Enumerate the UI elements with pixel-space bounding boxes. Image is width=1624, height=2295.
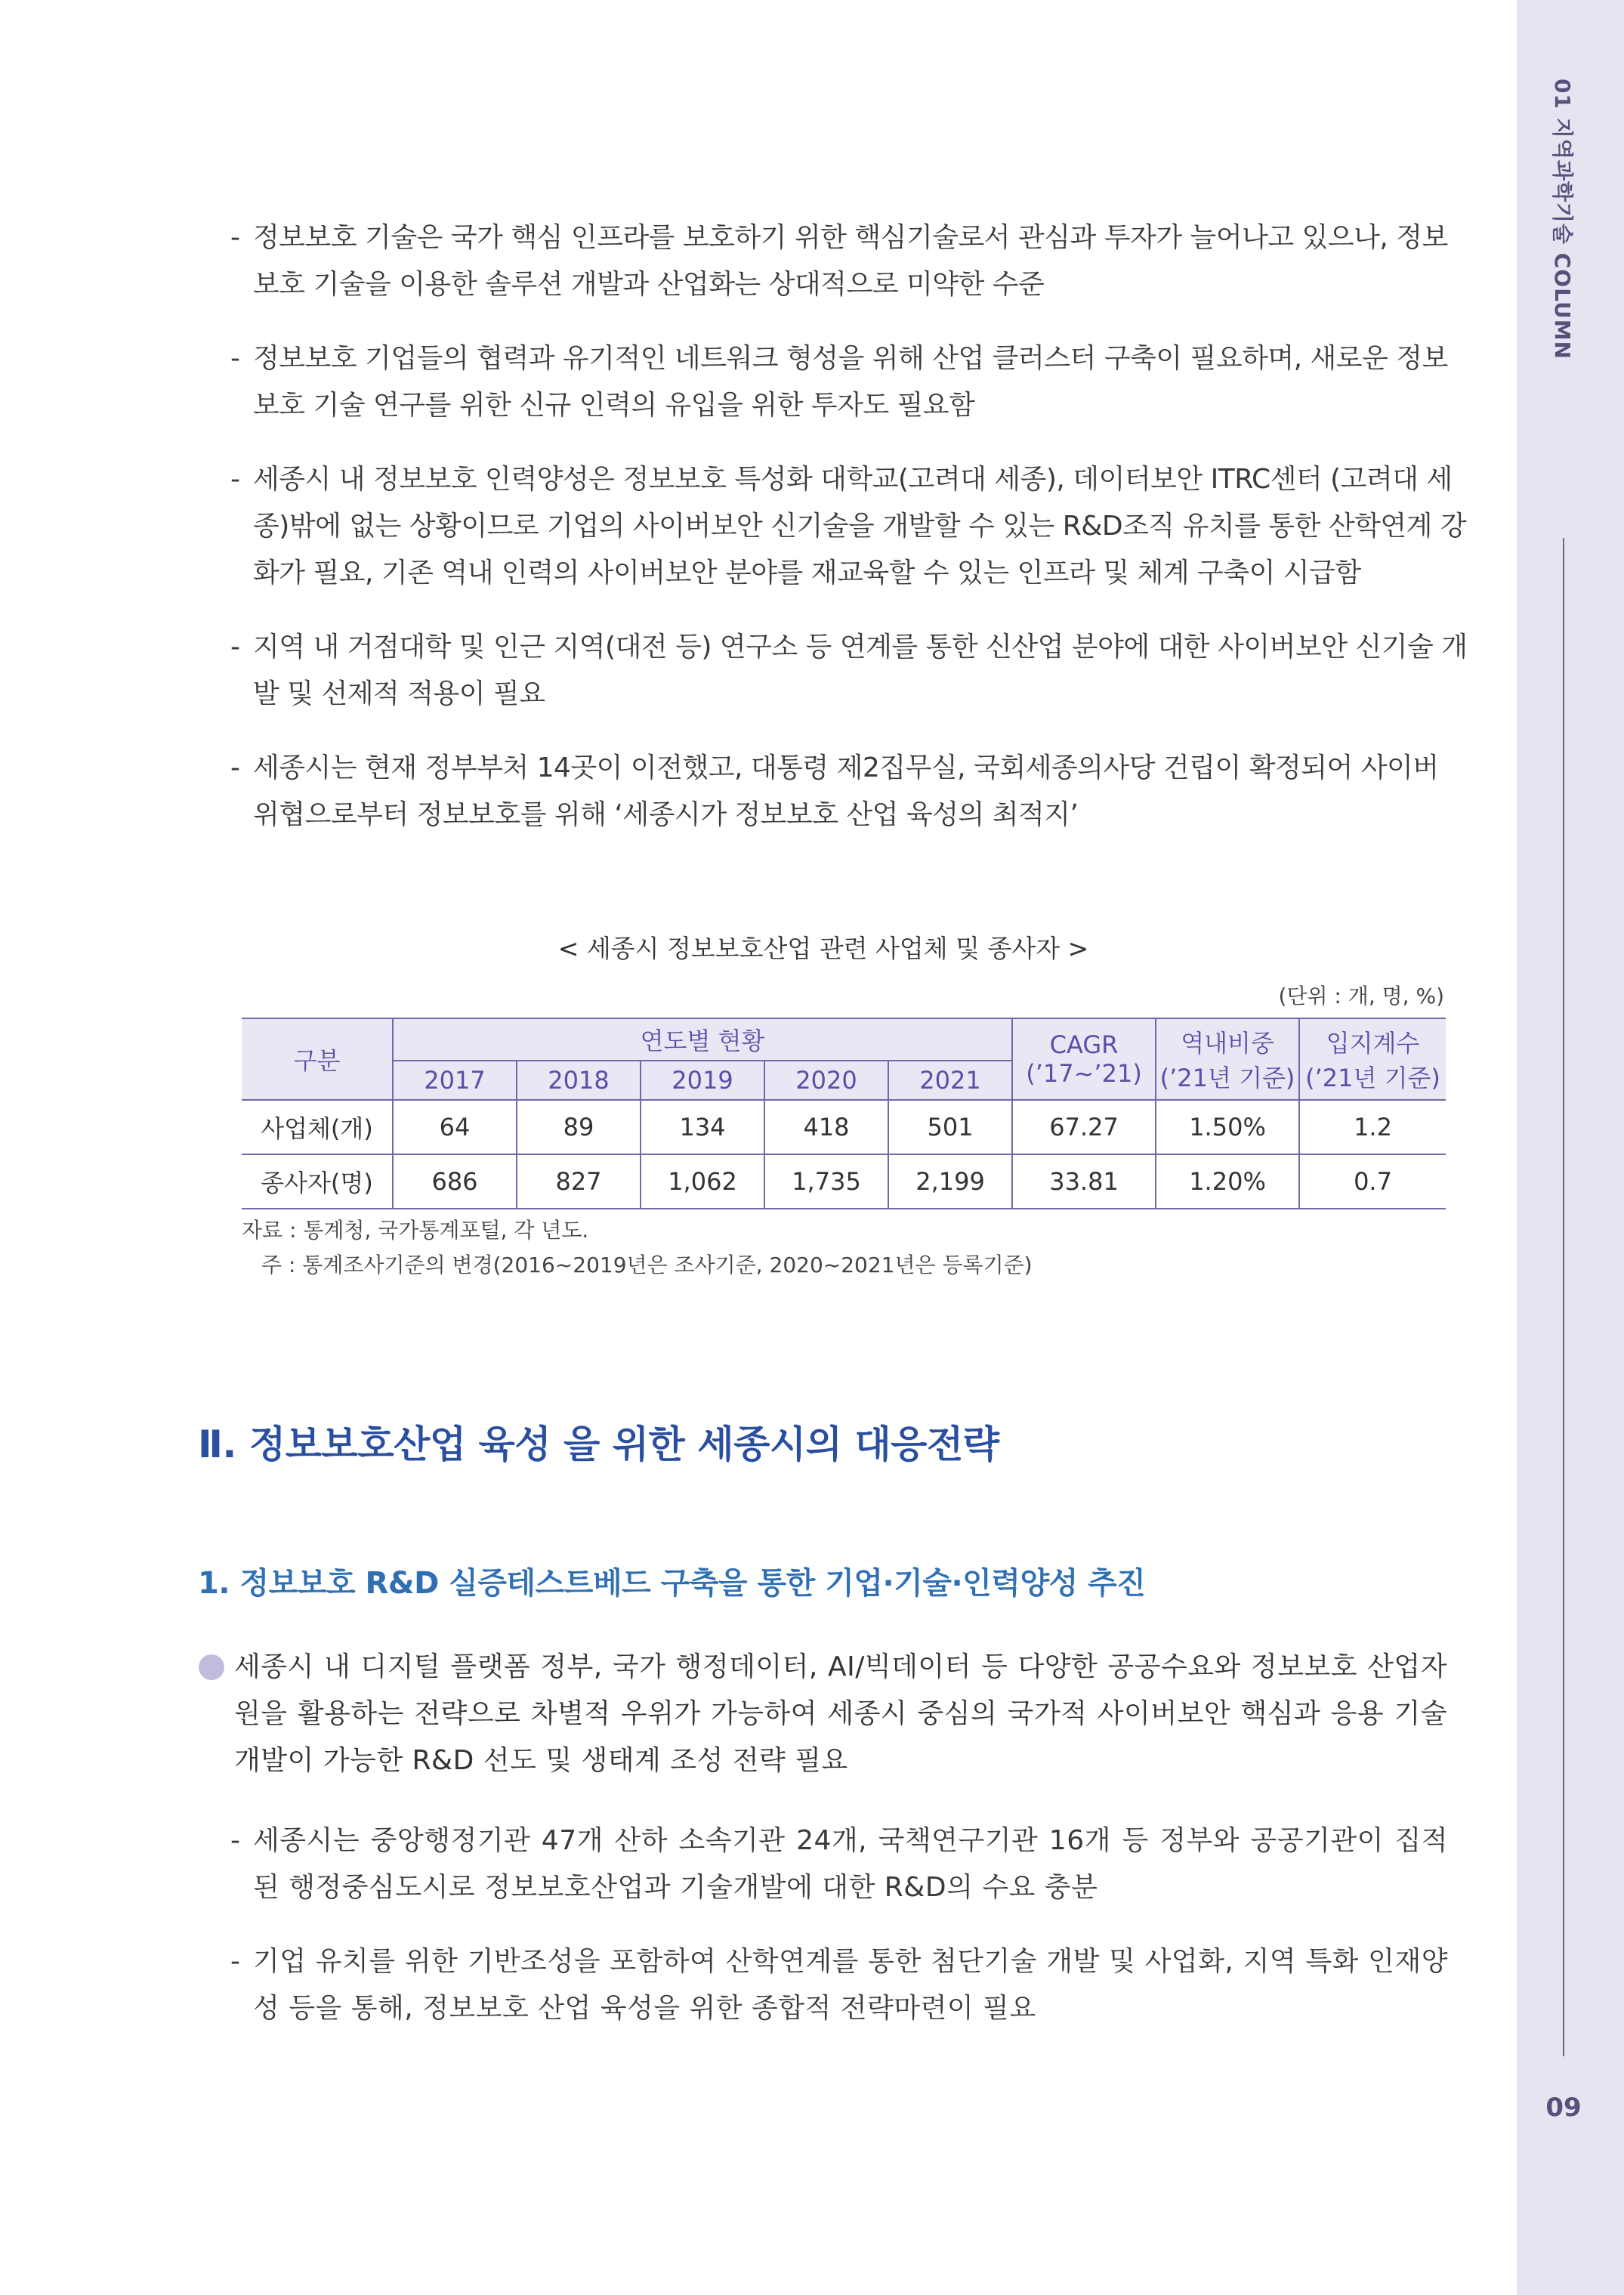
table-cell: 89 bbox=[517, 1100, 641, 1154]
table-source: 자료 : 통계청, 국가통계포털, 각 년도. bbox=[242, 1218, 589, 1243]
table-cell: 1.2 bbox=[1299, 1100, 1446, 1154]
statistics-table bbox=[242, 1018, 1446, 1209]
page-number: 09 bbox=[1545, 2093, 1582, 2123]
table-cell: 827 bbox=[517, 1154, 641, 1209]
header-cagr bbox=[1012, 1018, 1156, 1100]
table-cell: 1,062 bbox=[641, 1154, 764, 1209]
list-item: - 기업 유치를 위한 기반조성을 포함하여 산학연계를 통한 첨단기술 개발 및 사업화, 지역 특화 인재양성 등을 통해, 정보보호 산업 육성을 위한 종합적 전략마련이 필요 bbox=[230, 1938, 1448, 2032]
header-year: 2021 bbox=[888, 1061, 1012, 1100]
table-note: 주 : 통계조사기준의 변경(2016~2019년은 조사기준, 2020~2021년은 등록기준) bbox=[261, 1253, 1033, 1277]
row-label: 사업체(개) bbox=[242, 1100, 393, 1154]
main-point-paragraph: 세종시 내 디지털 플랫폼 정부, 국가 행정데이터, AI/빅데이터 등 다양한 공공수요와 정보보호 산업자원을 활용하는 전략으로 차별적 우위가 가능하여 세종시 중심의 국가적 사이버보안 핵심과 응용 기술개발이 가능한 R&D 선도 및 생태계 조성 전략 필요 bbox=[234, 1651, 1447, 1776]
list-item: - 정보보호 기술은 국가 핵심 인프라를 보호하기 위한 핵심기술로서 관심과 투자가 늘어나고 있으나, 정보보호 기술을 이용한 솔루션 개발과 산업화는 상대적으로 미약한 수준 bbox=[230, 215, 1469, 308]
table-cell: 33.81 bbox=[1012, 1154, 1156, 1209]
table-cell: 2,199 bbox=[888, 1154, 1012, 1209]
header-cagr-line1: CAGR bbox=[1049, 1030, 1119, 1059]
table-cell: 134 bbox=[641, 1100, 764, 1154]
table-cell: 1,735 bbox=[764, 1154, 888, 1209]
header-year: 2019 bbox=[641, 1061, 764, 1100]
list-item: - 세종시는 현재 정부부처 14곳이 이전했고, 대통령 제2집무실, 국회세종의사당 건립이 확정되어 사이버 위협으로부터 정보보호를 위해 ‘세종시가 정보보호 산업 육성의 최적지’ bbox=[230, 745, 1469, 839]
header-year: 2017 bbox=[393, 1061, 517, 1100]
header-share bbox=[1156, 1018, 1299, 1100]
table-cell: 686 bbox=[393, 1154, 517, 1209]
table-cell: 1.20% bbox=[1156, 1154, 1299, 1209]
table-cell: 0.7 bbox=[1299, 1154, 1446, 1209]
table-cell: 67.27 bbox=[1012, 1100, 1156, 1154]
table-footnotes bbox=[242, 1213, 1033, 1283]
table-row bbox=[242, 1100, 1446, 1154]
list-item: - 지역 내 거점대학 및 인근 지역(대전 등) 연구소 등 연계를 통한 신산업 분야에 대한 사이버보안 신기술 개발 및 선제적 적용이 필요 bbox=[230, 624, 1469, 718]
list-item: - 세종시는 중앙행정기관 47개 산하 소속기관 24개, 국책연구기관 16개 등 정부와 공공기관이 집적된 행정중심도시로 정보보호산업과 기술개발에 대한 R&D의 수요 충분 bbox=[230, 1818, 1448, 1911]
header-year: 2020 bbox=[764, 1061, 888, 1100]
header-lq-line1: 입지계수 bbox=[1326, 1029, 1420, 1058]
table-caption: < 세종시 정보보호산업 관련 사업체 및 종사자 > bbox=[557, 934, 1089, 963]
table-cell: 501 bbox=[888, 1100, 1012, 1154]
table-unit: (단위 : 개, 명, %) bbox=[1278, 984, 1444, 1009]
subsection-title: 1. 정보보호 R&D 실증테스트베드 구축을 통한 기업·기술·인력양성 추진 bbox=[198, 1566, 1146, 1601]
header-year: 2018 bbox=[517, 1061, 641, 1100]
header-share-line1: 역내비중 bbox=[1181, 1029, 1274, 1058]
header-share-line2: (’21년 기준) bbox=[1159, 1064, 1295, 1092]
section-bullet-list bbox=[230, 1818, 1448, 2059]
table-cell: 64 bbox=[393, 1100, 517, 1154]
header-category: 구분 bbox=[242, 1018, 393, 1100]
header-lq-line2: (’21년 기준) bbox=[1305, 1064, 1440, 1092]
header-cagr-line2: (’17~’21) bbox=[1026, 1059, 1142, 1088]
table-row bbox=[242, 1154, 1446, 1209]
table-cell: 418 bbox=[764, 1100, 888, 1154]
sidebar-section-title: 01 지역과학기술 COLUMN bbox=[1550, 79, 1575, 360]
header-location-quotient bbox=[1299, 1018, 1446, 1100]
bullet-circle-icon bbox=[199, 1654, 224, 1680]
row-label: 종사자(명) bbox=[242, 1154, 393, 1209]
list-item: - 정보보호 기업들의 협력과 유기적인 네트워크 형성을 위해 산업 클러스터 구축이 필요하며, 새로운 정보보호 기술 연구를 위한 신규 인력의 유입을 위한 투자도 필요함 bbox=[230, 335, 1469, 429]
list-item: - 세종시 내 정보보호 인력양성은 정보보호 특성화 대학교(고려대 세종), 데이터보안 ITRC센터 (고려대 세종)밖에 없는 상황이므로 기업의 사이버보안 신기술을 개발할 수 있는 R&D조직 유치를 통한 산학연계 강화가 필요, 기존 역내 인력의 사이버보안 분야를 재교육할 수 있는 인프라 및 체계 구축이 시급함 bbox=[230, 456, 1469, 597]
intro-bullet-list bbox=[230, 215, 1469, 866]
sidebar-divider bbox=[1563, 538, 1564, 2056]
header-yearly-group: 연도별 현황 bbox=[393, 1018, 1012, 1061]
table-cell: 1.50% bbox=[1156, 1100, 1299, 1154]
section-title: Ⅱ. 정보보호산업 육성 을 위한 세종시의 대응전략 bbox=[198, 1422, 999, 1466]
